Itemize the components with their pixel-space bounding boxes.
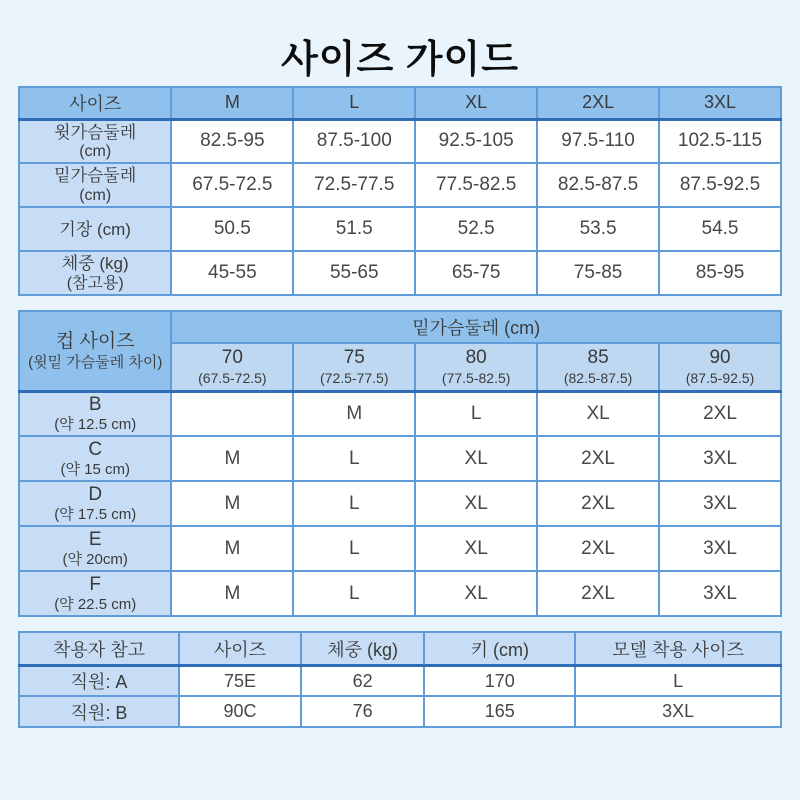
length-value-l: 51.5: [293, 207, 415, 251]
upper-bust-value-2xl: 97.5-110: [537, 119, 659, 163]
cup-row-c: [19, 436, 781, 481]
wearer-header-weight: 체중 (kg): [301, 632, 424, 665]
cup-cell: XL: [415, 436, 537, 481]
wearer-b-height: 165: [424, 696, 575, 727]
band-range: (77.5-82.5): [441, 370, 511, 387]
cup-cell: XL: [537, 391, 659, 436]
size-column-header-m: M: [171, 87, 293, 119]
wearer-row-b: [19, 696, 781, 727]
weight-value-3xl: 85-95: [659, 251, 781, 295]
length-value-3xl: 54.5: [659, 207, 781, 251]
wearer-reference-table: [18, 631, 782, 728]
wearer-header-reference: 착용자 참고: [19, 632, 179, 665]
weight-row-label: [19, 251, 171, 295]
upper-bust-row-label: [19, 119, 171, 163]
page-title: 사이즈 가이드: [281, 39, 519, 81]
wearer-a-weight: 62: [301, 665, 424, 696]
wearer-b-size: 90C: [179, 696, 301, 727]
cup-cell: XL: [415, 526, 537, 571]
cup-cell: 3XL: [659, 571, 781, 616]
weight-value-xl: 65-75: [415, 251, 537, 295]
cup-cell: L: [293, 571, 415, 616]
cup-letter: C: [88, 438, 103, 460]
cup-cell: M: [171, 526, 293, 571]
size-table-corner-label: 사이즈: [19, 87, 171, 119]
wearer-a-model-size: L: [575, 665, 781, 696]
cup-letter: E: [88, 528, 102, 550]
weight-value-2xl: 75-85: [537, 251, 659, 295]
wearer-a-height: 170: [424, 665, 575, 696]
cup-letter: D: [88, 483, 103, 505]
table-gap: [0, 617, 800, 631]
cup-cell: 2XL: [537, 436, 659, 481]
wearer-b-model-size: 3XL: [575, 696, 781, 727]
under-bust-row-label: [19, 163, 171, 207]
row-label-unit: (참고용): [66, 274, 124, 292]
band-size: 75: [343, 347, 365, 369]
size-column-header-xl: XL: [415, 87, 537, 119]
table-row: [19, 163, 781, 207]
wearer-label-a: 직원: A: [19, 665, 179, 696]
cup-row-label-e: [19, 526, 171, 571]
cup-row-label-c: [19, 436, 171, 481]
cup-cell: M: [293, 391, 415, 436]
cup-row-e: [19, 526, 781, 571]
cup-size-title: 컵 사이즈: [55, 330, 135, 352]
row-label-text: 밑가슴둘레: [54, 166, 137, 186]
table-row: [19, 251, 781, 295]
size-column-header-3xl: 3XL: [659, 87, 781, 119]
cup-row-label-f: [19, 571, 171, 616]
band-size: 80: [465, 347, 487, 369]
under-bust-value-3xl: 87.5-92.5: [659, 163, 781, 207]
cup-cell: 3XL: [659, 436, 781, 481]
under-bust-value-l: 72.5-77.5: [293, 163, 415, 207]
band-column-80: [415, 343, 537, 391]
under-bust-band-label: 밑가슴둘레 (cm): [171, 311, 781, 343]
cup-row-d: [19, 481, 781, 526]
cup-cell: XL: [415, 571, 537, 616]
cup-diff: (약 20cm): [62, 551, 128, 569]
cup-size-table: [18, 310, 782, 617]
cup-cell: [171, 391, 293, 436]
row-label-text: 윗가슴둘레: [54, 122, 137, 142]
wearer-table-header-row: [19, 632, 781, 665]
wearer-a-size: 75E: [179, 665, 301, 696]
cup-cell: 2XL: [537, 481, 659, 526]
row-label-text: 체중 (kg): [61, 254, 129, 274]
upper-bust-value-3xl: 102.5-115: [659, 119, 781, 163]
band-range: (87.5-92.5): [685, 370, 755, 387]
cup-size-corner-label: [19, 311, 171, 391]
band-range: (67.5-72.5): [198, 370, 267, 387]
wearer-b-weight: 76: [301, 696, 424, 727]
band-size: 70: [221, 347, 243, 369]
length-row-label: [19, 207, 171, 251]
upper-bust-value-xl: 92.5-105: [415, 119, 537, 163]
cup-cell: XL: [415, 481, 537, 526]
row-label-unit: (cm): [79, 142, 112, 160]
length-value-2xl: 53.5: [537, 207, 659, 251]
cup-diff: (약 22.5 cm): [54, 596, 137, 614]
cup-cell: 3XL: [659, 526, 781, 571]
row-label-unit: (cm): [79, 186, 112, 204]
upper-bust-value-m: 82.5-95: [171, 119, 293, 163]
table-row: [19, 119, 781, 163]
band-range: (72.5-77.5): [320, 370, 389, 387]
band-column-70: [171, 343, 293, 391]
cup-cell: M: [171, 481, 293, 526]
upper-bust-value-l: 87.5-100: [293, 119, 415, 163]
weight-value-m: 45-55: [171, 251, 293, 295]
under-bust-value-m: 67.5-72.5: [171, 163, 293, 207]
cup-diff: (약 15 cm): [60, 461, 130, 479]
table-gap: [0, 296, 800, 310]
cup-row-label-d: [19, 481, 171, 526]
cup-diff: (약 17.5 cm): [54, 506, 137, 524]
size-table: [18, 86, 782, 296]
band-column-90: [659, 343, 781, 391]
cup-table-band-row: [19, 311, 781, 343]
table-row: [19, 207, 781, 251]
band-column-85: [537, 343, 659, 391]
cup-row-label-b: [19, 391, 171, 436]
band-column-75: [293, 343, 415, 391]
cup-cell: L: [293, 436, 415, 481]
wearer-label-b: 직원: B: [19, 696, 179, 727]
cup-row-f: [19, 571, 781, 616]
cup-cell: L: [293, 481, 415, 526]
cup-cell: M: [171, 571, 293, 616]
cup-size-subtitle: (윗밑 가슴둘레 차이): [28, 354, 163, 372]
wearer-header-model-size: 모델 착용 사이즈: [575, 632, 781, 665]
wearer-header-height: 키 (cm): [424, 632, 575, 665]
length-value-xl: 52.5: [415, 207, 537, 251]
weight-value-l: 55-65: [293, 251, 415, 295]
wearer-header-size: 사이즈: [179, 632, 301, 665]
cup-diff: (약 12.5 cm): [54, 416, 137, 434]
cup-cell: 3XL: [659, 481, 781, 526]
row-label-text: 기장 (cm): [59, 219, 131, 239]
band-range: (82.5-87.5): [563, 370, 633, 387]
size-column-header-l: L: [293, 87, 415, 119]
size-column-header-2xl: 2XL: [537, 87, 659, 119]
cup-cell: 2XL: [659, 391, 781, 436]
cup-row-b: [19, 391, 781, 436]
cup-cell: L: [415, 391, 537, 436]
cup-cell: 2XL: [537, 526, 659, 571]
under-bust-value-xl: 77.5-82.5: [415, 163, 537, 207]
wearer-row-a: [19, 665, 781, 696]
band-size: 85: [587, 347, 609, 369]
cup-cell: L: [293, 526, 415, 571]
size-table-header-row: [19, 87, 781, 119]
length-value-m: 50.5: [171, 207, 293, 251]
band-size: 90: [709, 347, 731, 369]
cup-letter: B: [88, 393, 102, 415]
cup-cell: 2XL: [537, 571, 659, 616]
cup-letter: F: [89, 573, 101, 595]
cup-cell: M: [171, 436, 293, 481]
under-bust-value-2xl: 82.5-87.5: [537, 163, 659, 207]
